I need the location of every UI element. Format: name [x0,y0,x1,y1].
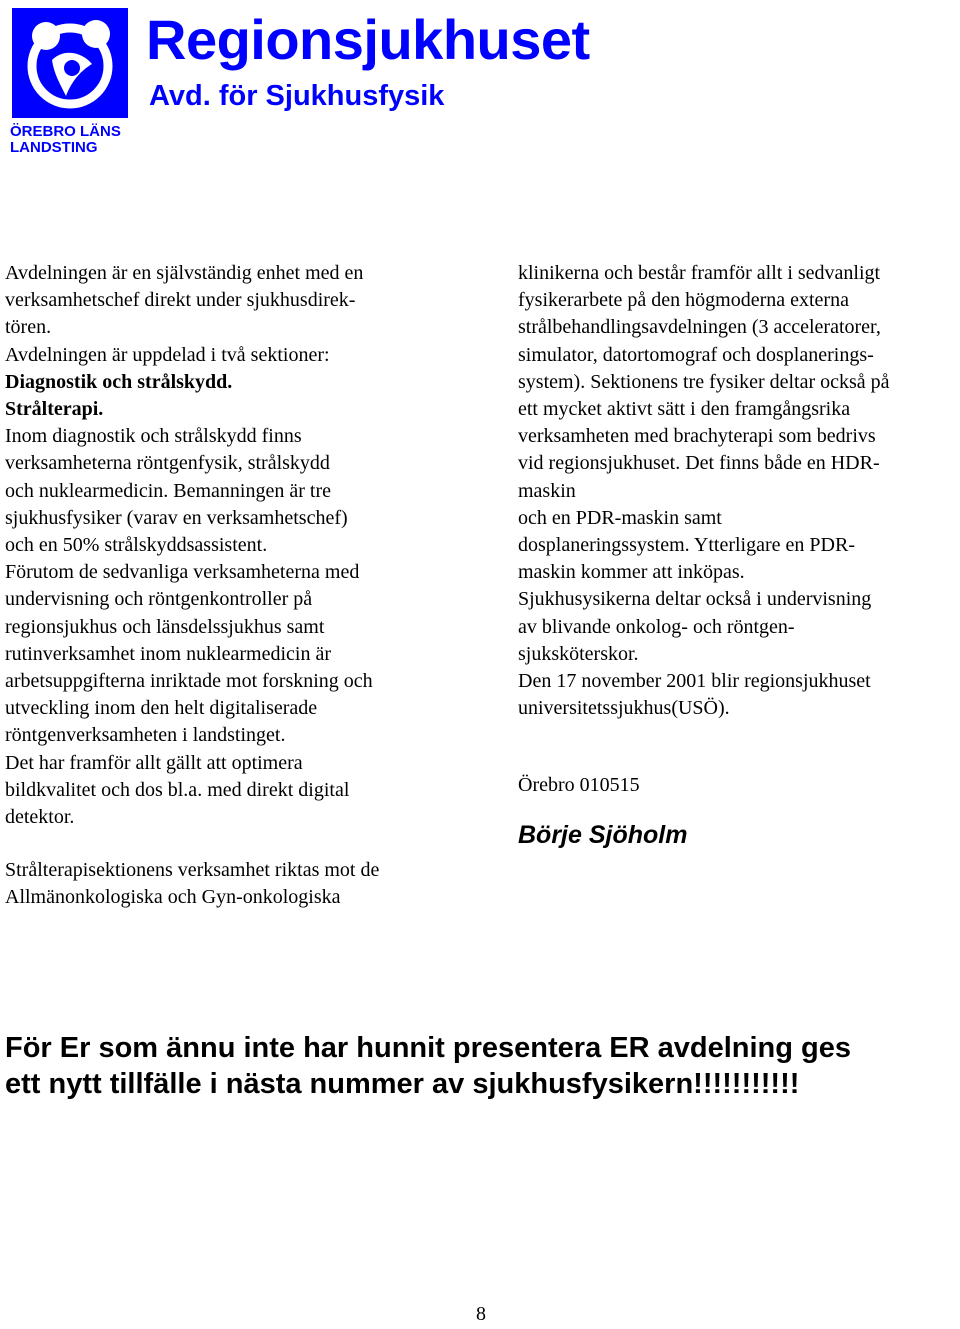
text-line: regionsjukhus och länsdelssjukhus samt [5,615,325,638]
bottom-note-line: För Er som ännu inte har hunnit presentera ER avdelning ges [5,1032,851,1064]
text-line: verksamheten med brachyterapi som bedrivs [518,425,876,448]
text-line: klinikerna och består framför allt i sedvanligt [518,262,881,284]
text-line: och nuklearmedicin. Bemanningen är tre [5,479,331,502]
text-line: undervisning och röntgenkontroller på [5,588,313,611]
text-line: och en PDR-maskin samt [518,506,722,529]
text-line: vid regionsjukhuset. Det finns både en HDR- [518,452,880,475]
right-column [518,260,958,850]
text-line: verksamheterna röntgenfysik, strålskydd [5,452,330,475]
bottom-note-line: ett nytt tillfälle i nästa nummer av sjukhusfysikern!!!!!!!!!!! [5,1068,800,1100]
text-line: Avdelningen är en självständig enhet med en [5,262,364,284]
text-line: dosplaneringssystem. Ytterligare en PDR- [518,534,855,557]
landsting-logo-icon [12,8,128,118]
section-name: Strålterapi. [5,398,104,421]
text-line: sjukhusfysiker (varav en verksamhetschef) [5,506,348,529]
text-line: arbetsuppgifterna inriktade mot forskning och [5,670,373,693]
text-line: Sjukhusysikerna deltar också i undervisning [518,588,872,611]
signature: Börje Sjöholm [518,820,688,849]
text-line: maskin [518,479,576,502]
place-date: Örebro 010515 [518,774,640,797]
text-line: fysikerarbete på den högmoderna externa [518,289,849,312]
text-line: ett mycket aktivt sätt i den framgångsrika [518,398,851,421]
text-line: strålbehandlingsavdelningen (3 acceleratorer, [518,316,881,339]
page-title: Regionsjukhuset [146,8,590,71]
text-line: utveckling inom den helt digitaliserade [5,697,318,720]
text-line: system). Sektionens tre fysiker deltar också på [518,370,890,393]
text-line: röntgenverksamheten i landstinget. [5,724,286,747]
org-line-1: ÖREBRO LÄNS [10,123,121,140]
text-line: universitetssjukhus(USÖ). [518,697,730,720]
text-line: Strålterapisektionens verksamhet riktas mot de [5,859,380,882]
text-line: Inom diagnostik och strålskydd finns [5,425,302,448]
text-line: tören. [5,316,52,339]
text-line: rutinverksamhet inom nuklearmedicin är [5,642,332,665]
department-subtitle: Avd. för Sjukhusfysik [149,80,445,112]
text-line: Avdelningen är uppdelad i två sektioner: [5,343,330,366]
left-column [5,260,485,912]
paragraph-gap [518,722,958,772]
text-line: av blivande onkolog- och röntgen- [518,615,795,638]
organization-name [10,124,121,156]
landsting-logo [12,8,128,118]
text-line: och en 50% strålskyddsassistent. [5,534,268,557]
org-line-2: LANDSTING [10,139,98,156]
text-line: sjuksköterskor. [518,642,639,665]
section-name: Diagnostik och strålskydd. [5,370,233,393]
text-line: Förutom de sedvanliga verksamheterna med [5,561,360,584]
text-line: detektor. [5,806,75,829]
text-line: maskin kommer att inköpas. [518,561,745,584]
text-line: Allmänonkologiska och Gyn-onkologiska [5,886,341,909]
bottom-note [5,1030,851,1102]
paragraph-gap [5,831,485,857]
text-line: verksamhetschef direkt under sjukhusdirek- [5,289,356,312]
page-number: 8 [476,1303,486,1325]
text-line: bildkvalitet och dos bl.a. med direkt digital [5,778,350,801]
text-line: simulator, datortomograf och dosplanerings- [518,343,874,366]
text-line: Den 17 november 2001 blir regionsjukhuset [518,670,871,693]
text-line: Det har framför allt gällt att optimera [5,751,303,774]
